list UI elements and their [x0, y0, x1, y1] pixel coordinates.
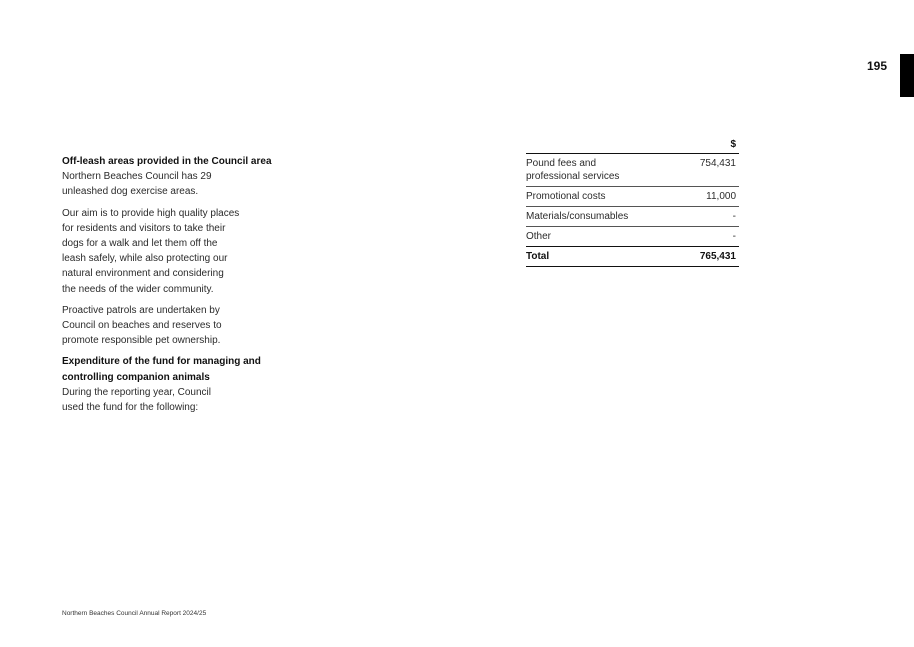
table-row	[526, 154, 739, 187]
text-line: Council on beaches and reserves to	[62, 320, 222, 332]
text-line: Proactive patrols are undertaken by	[62, 304, 220, 316]
text-line: Northern Beaches Council has 29	[62, 171, 212, 183]
aim-paragraph	[62, 206, 302, 297]
table-header-row	[526, 136, 739, 154]
row-value: 11,000	[681, 187, 739, 207]
row-label: Materials/consumables	[526, 207, 681, 227]
table-row	[526, 227, 739, 247]
table-header-label	[526, 136, 681, 154]
left-column	[62, 154, 302, 421]
row-label	[526, 154, 681, 187]
expenditure-table-wrapper	[526, 136, 739, 267]
row-label: Other	[526, 227, 681, 247]
text-line: unleashed dog exercise areas.	[62, 186, 199, 198]
expenditure-heading-line: controlling companion animals	[62, 371, 210, 383]
row-label-line: Pound fees and	[526, 158, 597, 169]
off-leash-section	[62, 154, 302, 200]
row-value: -	[681, 227, 739, 247]
page-number: 195	[866, 59, 887, 73]
text-line: Our aim is to provide high quality places	[62, 207, 240, 219]
text-line: used the fund for the following:	[62, 402, 199, 414]
text-line: promote responsible pet ownership.	[62, 335, 221, 347]
table-row	[526, 187, 739, 207]
off-leash-heading: Off-leash areas provided in the Council area	[62, 156, 272, 167]
expenditure-table	[526, 136, 739, 267]
page-footer: Northern Beaches Council Annual Report 2024/25	[62, 610, 207, 617]
row-value: 754,431	[681, 154, 739, 187]
text-line: dogs for a walk and let them off the	[62, 238, 218, 250]
expenditure-heading-line: Expenditure of the fund for managing and	[62, 356, 261, 368]
text-line: leash safely, while also protecting our	[62, 253, 228, 265]
total-value: 765,431	[681, 247, 739, 267]
table-header-currency: $	[681, 136, 739, 154]
text-line: for residents and visitors to take their	[62, 222, 226, 234]
table-total-row	[526, 247, 739, 267]
patrols-paragraph	[62, 303, 302, 349]
text-line: During the reporting year, Council	[62, 386, 211, 398]
total-label: Total	[526, 247, 681, 267]
row-value: -	[681, 207, 739, 227]
text-line: natural environment and considering	[62, 268, 224, 280]
text-line: the needs of the wider community.	[62, 283, 214, 295]
page-tab-marker	[900, 54, 914, 97]
row-label: Promotional costs	[526, 187, 681, 207]
expenditure-section	[62, 354, 302, 415]
row-label-line: professional services	[526, 171, 620, 182]
table-row	[526, 207, 739, 227]
